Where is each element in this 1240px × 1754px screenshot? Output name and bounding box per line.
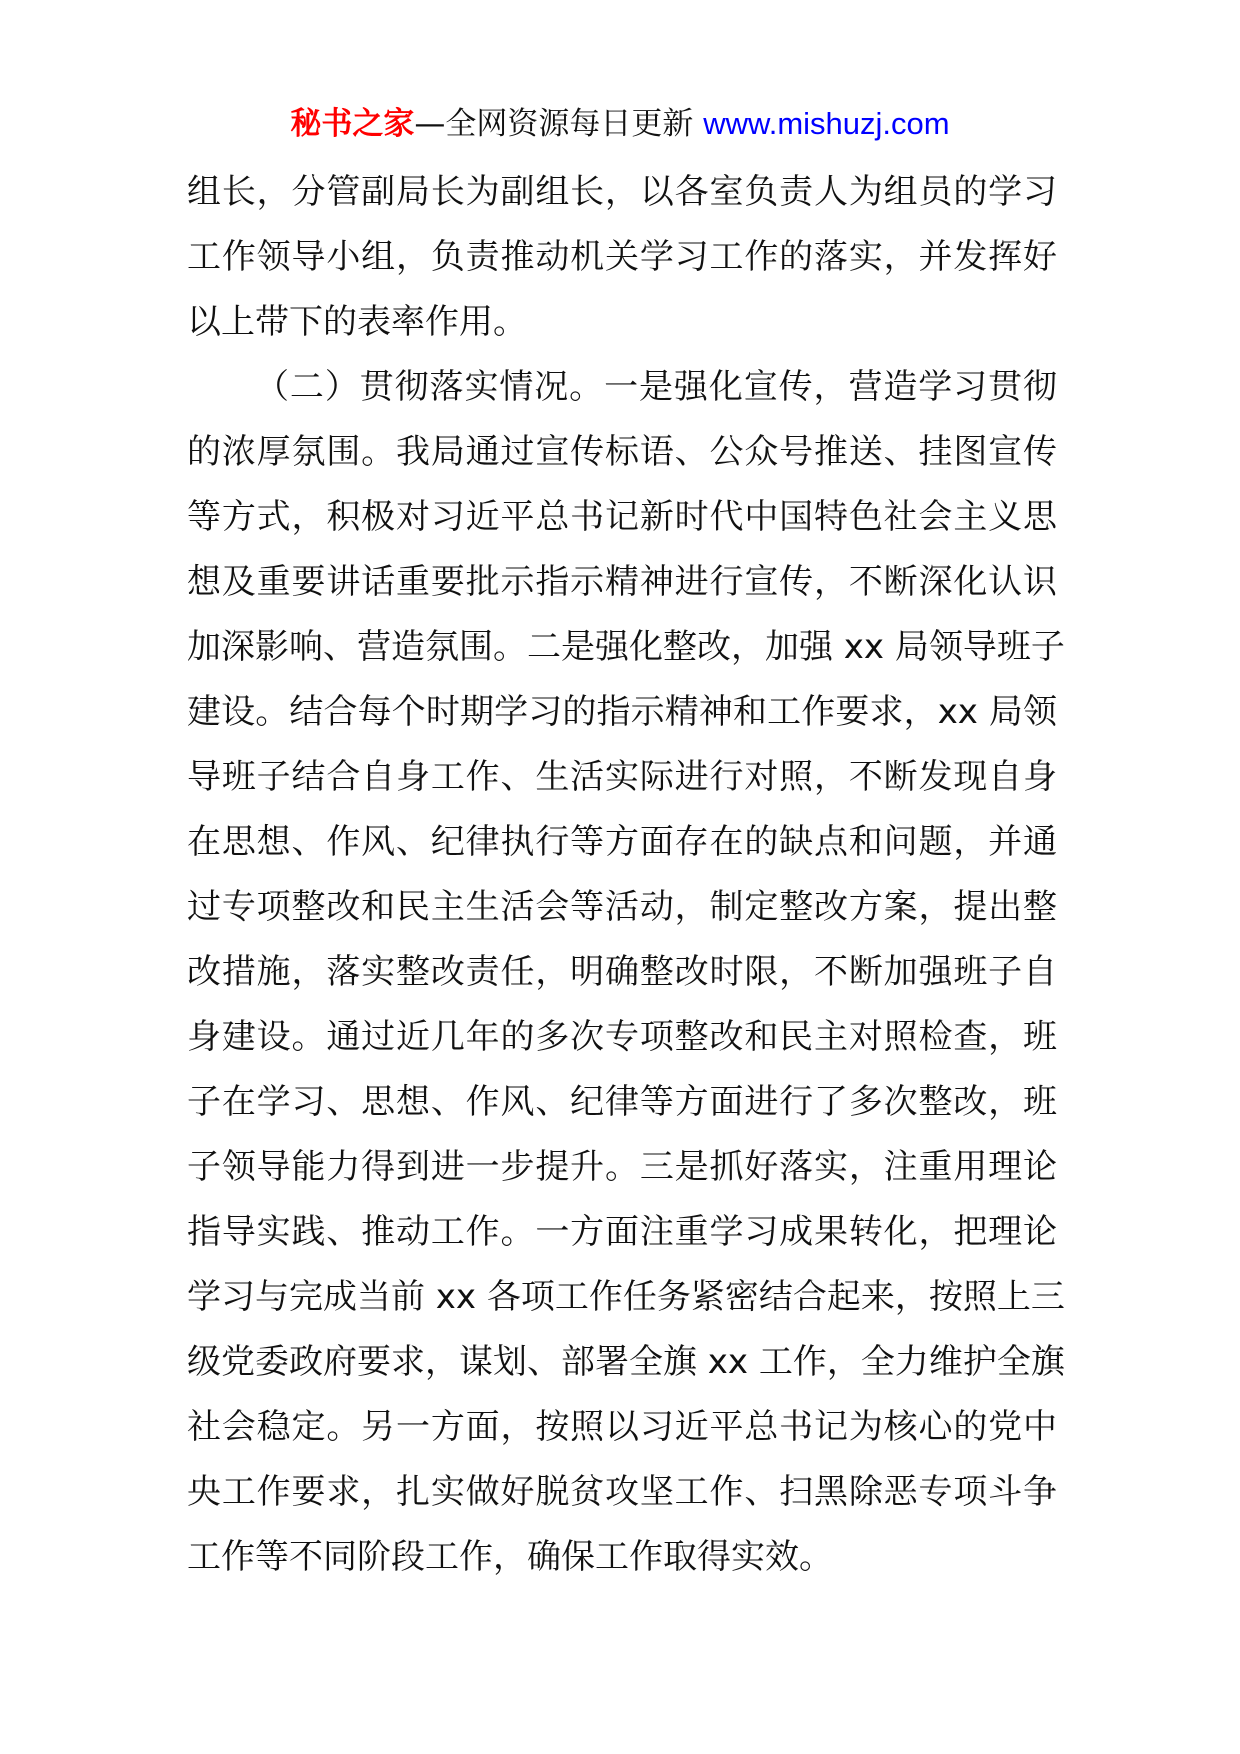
site-header (0, 100, 1240, 148)
brand-name: 秘书之家 (290, 106, 415, 142)
text-line: 建设。结合每个时期学习的指示精神和工作要求，xx 局领 (187, 692, 1057, 732)
text-line: 改措施，落实整改责任，明确整改时限，不断加强班子自 (187, 952, 1057, 992)
text-line: 加深影响、营造氛围。二是强化整改，加强 xx 局领导班子 (187, 627, 1065, 667)
text-line: 身建设。通过近几年的多次专项整改和民主对照检查，班 (187, 1017, 1057, 1057)
text-line: 社会稳定。另一方面，按照以习近平总书记为核心的党中 (187, 1407, 1057, 1447)
text-line: 工作领导小组，负责推动机关学习工作的落实，并发挥好 (187, 237, 1057, 277)
text-line: 以上带下的表率作用。 (187, 302, 527, 342)
text-line: 等方式，积极对习近平总书记新时代中国特色社会主义思 (187, 497, 1057, 537)
text-line: 组长，分管副局长为副组长，以各室负责人为组员的学习 (187, 172, 1057, 212)
text-line: 级党委政府要求，谋划、部署全旗 xx 工作，全力维护全旗 (187, 1342, 1065, 1382)
text-line: 想及重要讲话重要批示指示精神进行宣传，不断深化认识 (187, 562, 1057, 602)
paragraph-1 (187, 160, 1057, 355)
text-line: 导班子结合自身工作、生活实际进行对照，不断发现自身 (187, 757, 1057, 797)
header-tagline: —全网资源每日更新 (414, 106, 704, 142)
text-line: 子在学习、思想、作风、纪律等方面进行了多次整改，班 (187, 1082, 1057, 1122)
text-line: 央工作要求，扎实做好脱贫攻坚工作、扫黑除恶专项斗争 (187, 1472, 1057, 1512)
text-line: 工作等不同阶段工作，确保工作取得实效。 (187, 1537, 833, 1577)
text-line: 在思想、作风、纪律执行等方面存在的缺点和问题，并通 (187, 822, 1057, 862)
paragraph-2 (187, 355, 1065, 1590)
text-line: 的浓厚氛围。我局通过宣传标语、公众号推送、挂图宣传 (187, 432, 1057, 472)
document-body (187, 160, 1065, 1590)
text-line: 子领导能力得到进一步提升。三是抓好落实，注重用理论 (187, 1147, 1057, 1187)
text-line: 过专项整改和民主生活会等活动，制定整改方案，提出整 (187, 887, 1057, 927)
text-line: 学习与完成当前 xx 各项工作任务紧密结合起来，按照上三 (187, 1277, 1065, 1317)
text-line: （二）贯彻落实情况。一是强化宣传，营造学习贯彻 (255, 367, 1057, 407)
site-url-link[interactable]: www.mishuzj.com (703, 106, 950, 141)
text-line: 指导实践、推动工作。一方面注重学习成果转化，把理论 (187, 1212, 1057, 1252)
